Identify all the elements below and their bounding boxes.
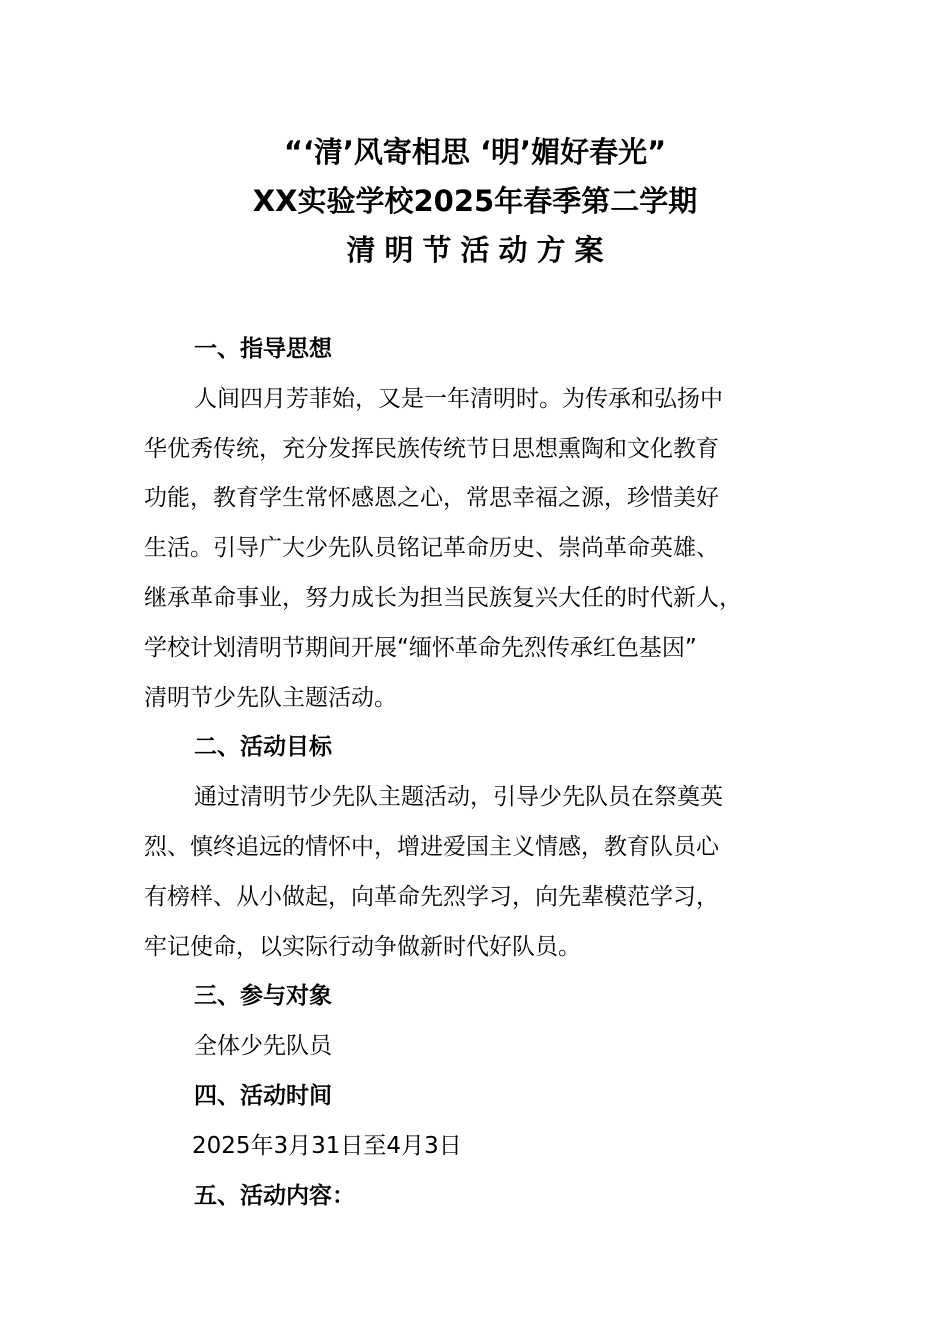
document-title [0,128,950,275]
section-heading-participants: 三、参与对象 [194,983,332,1010]
title-line-1: “‘清’风寄相思 ‘明’媚好春光” [283,135,667,169]
paragraph-line: 人间四月芳菲始，又是一年清明时。为传承和弘扬中 [194,385,723,412]
paragraph-line: 继承革命事业，努力成长为担当民族复兴大任的时代新人， [144,584,742,611]
paragraph-line: 华优秀传统，充分发挥民族传统节日思想熏陶和文化教育 [144,435,719,462]
title-line-2: XX实验学校2025年春季第二学期 [252,184,698,218]
section-heading-guiding-thought: 一、指导思想 [194,336,332,362]
paragraph-line: 烈、慎终追远的情怀中，增进爱国主义情感，教育队员心 [144,833,719,860]
paragraph-line: 学校计划清明节期间开展“缅怀革命先烈传承红色基因” [144,634,697,661]
paragraph-line: 通过清明节少先队主题活动，引导少先队员在祭奠英 [194,784,723,811]
paragraph-line: 生活。引导广大少先队员铭记革命历史、崇尚革命英雄、 [144,535,719,562]
paragraph-line: 牢记使命，以实际行动争做新时代好队员。 [144,933,581,960]
document-body [144,325,814,1221]
title-line-3: 清明节活动方案 [346,233,613,267]
section-heading-activity-goals: 二、活动目标 [194,734,332,761]
paragraph-line: 有榜样、从小做起，向革命先烈学习，向先辈模范学习， [144,883,719,910]
section-heading-activity-content: 五、活动内容： [194,1182,355,1209]
paragraph-line: 清明节少先队主题活动。 [144,684,397,711]
paragraph-line: 功能，教育学生常怀感恩之心，常思幸福之源，珍惜美好 [144,485,719,512]
activity-date-text: 2025年3月31日至4月3日 [192,1132,462,1159]
section-heading-activity-time: 四、活动时间 [194,1082,332,1109]
participants-text: 全体少先队员 [194,1033,332,1060]
